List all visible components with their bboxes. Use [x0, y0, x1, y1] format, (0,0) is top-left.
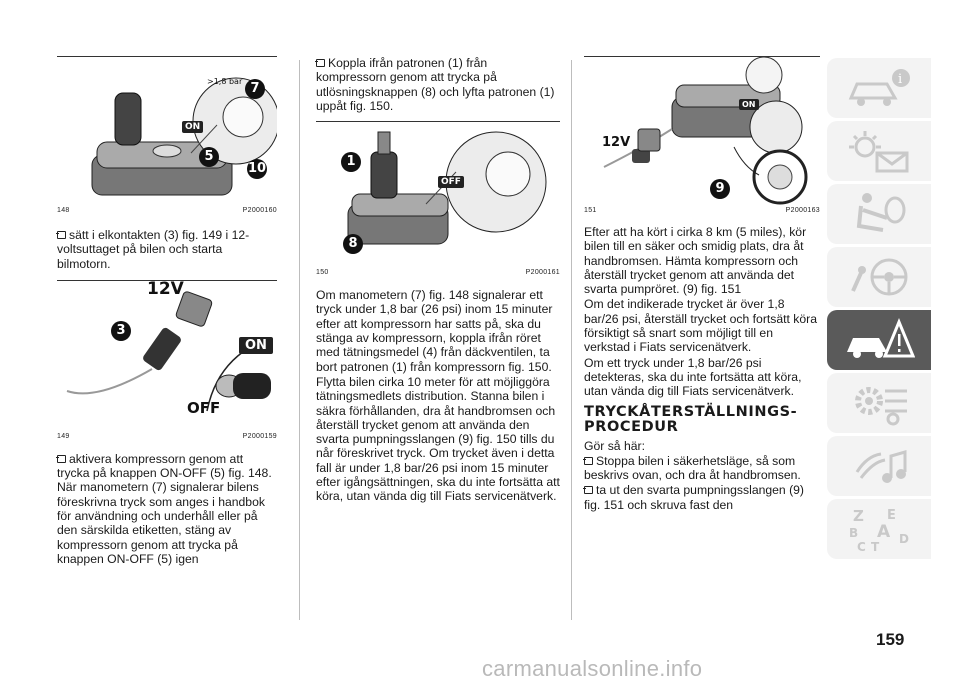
figure-149: [57, 278, 277, 431]
pressure-label: >1,8 bar: [207, 77, 243, 86]
figure-caption: [57, 433, 277, 440]
tab-index[interactable]: [827, 499, 931, 559]
watermark: carmanualsonline.info: [482, 656, 703, 681]
car-info-icon: [843, 64, 915, 112]
callout-3: 3: [111, 321, 131, 341]
12v-label: 12V: [147, 278, 184, 299]
tab-warning-lights[interactable]: [827, 121, 931, 181]
on-tag: ON: [239, 337, 273, 354]
figure-code: P2000161: [525, 269, 560, 277]
figure-number: 149: [57, 432, 70, 440]
bullet-icon: [316, 59, 325, 67]
svg-text:i: i: [898, 72, 903, 87]
bullet-icon: [57, 231, 66, 239]
car-emergency-icon: [843, 316, 915, 364]
warning-lights-icon: [843, 127, 915, 175]
svg-text:A: A: [877, 522, 891, 542]
column-divider: [571, 60, 572, 620]
instruction-step: ta ut den svarta pumpningsslangen (9) fig. 151 och skruva fast den: [584, 483, 804, 512]
figure-code: P2000160: [242, 207, 277, 214]
figure-caption: [57, 207, 277, 214]
paragraph: Gör så här:: [584, 438, 645, 453]
on-tag: ON: [739, 99, 759, 110]
svg-text:B: B: [849, 526, 859, 540]
instruction-step: Koppla ifrån patronen (1) från kompressorn genom att trycka på utlösningsknappen (8) och lyfta patronen (1) uppåt fig. 150.: [316, 56, 555, 113]
tab-multimedia[interactable]: [827, 436, 931, 496]
paragraph: Om manometern (7) fig. 148 signalerar ett tryck under 1,8 bar (26 psi) inom 15 minuter efter att kompressorn har satts på, ska du stänga av kompressorn, koppla ifrån röret med tätningsmedel (4) från däckventilen, ta bort patronen (1) från kompressorn fig. 150.: [316, 288, 553, 374]
on-tag: ON: [182, 121, 203, 133]
column-3: [584, 56, 820, 512]
bullet-icon: [584, 457, 593, 465]
paragraph: Efter att ha kört i cirka 8 km (5 miles), kör bilen till en säker och smidig plats, dra åt handbromsen. Hämta kompressorn och återställ trycket genom att använda det svarta pumpröret. (9) fig. 151: [584, 225, 807, 297]
svg-text:E: E: [887, 508, 896, 523]
instruction-step: aktivera kompressorn genom att trycka på knappen ON-OFF (5) fig. 148. När manometern (7) signalerar bilens föreskrivna tryck som anges i handbok för användning och underhåll eller på den särskilda etiketten, stäng av kompressorn genom att trycka på knappen ON-OFF (5) igen: [57, 451, 272, 566]
compressor-illustration: [57, 57, 277, 205]
seat-airbag-icon: [843, 190, 915, 238]
figure-number: 151: [584, 207, 597, 214]
svg-text:D: D: [899, 532, 909, 546]
figure-148: [57, 57, 277, 205]
tab-car-emergency[interactable]: [827, 310, 931, 370]
figure-caption: [316, 269, 560, 276]
column-2: [316, 56, 560, 504]
section-heading: TRYCKÅTERSTÄLLNINGS-PROCEDUR: [584, 403, 798, 435]
index-icon: [843, 505, 915, 553]
page-number: 159: [876, 630, 905, 649]
figure-caption: [584, 207, 820, 214]
paragraph: Om ett tryck under 1,8 bar/26 psi detekteras, ska du inte fortsätta att köra, utan vända dig till Fiats servicenätverk.: [584, 355, 802, 399]
paragraph: Om det indikerade trycket är över 1,8 bar/26 psi, återställ trycket och fortsätt köra försiktigt så snart som möjligt till en verkstad i Fiats servicenätverk.: [584, 297, 818, 355]
instruction-step: Stoppa bilen i säkerhetsläge, så som beskrivs ovan, och dra åt handbromsen.: [584, 453, 801, 483]
figure-151: [584, 57, 820, 205]
figure-number: 150: [316, 269, 329, 277]
callout-7: 7: [245, 79, 265, 99]
off-label: OFF: [187, 398, 221, 417]
maintenance-icon: [843, 379, 915, 427]
svg-text:T: T: [871, 540, 880, 553]
12v-label: 12V: [602, 135, 631, 150]
callout-1: 1: [341, 152, 361, 172]
column-divider: [299, 60, 300, 620]
figure-code: P2000159: [242, 432, 277, 440]
callout-9: 9: [710, 179, 730, 199]
callout-10: 10: [247, 159, 267, 179]
figure-number: 148: [57, 207, 70, 214]
bullet-icon: [57, 455, 66, 463]
tab-car-info[interactable]: [827, 58, 931, 118]
chapter-sidebar: [827, 58, 931, 562]
callout-5: 5: [199, 147, 219, 167]
tab-maintenance[interactable]: [827, 373, 931, 433]
svg-text:Z: Z: [853, 507, 864, 525]
figure-code: P2000163: [785, 207, 820, 214]
svg-text:C: C: [857, 540, 866, 553]
plug-switch-illustration: [57, 278, 277, 431]
pump-hose-illustration: [584, 57, 820, 205]
multimedia-icon: [843, 442, 915, 490]
paragraph: Flytta bilen cirka 10 meter för att möjliggöra tätningsmedlets distribution. Stanna bilen i säkra förhållanden, dra åt handbromsen och återställ trycket genom att använda den svarta pumpningsslangen (9) fig. 150 tills du når föreskrivet tryck. Om trycket även i detta fall är under 1,8 bar/26 psi inom 15 minuter efter igångsättningen, ska du inte fortsätta att köra, utan vända dig till Fiats servicenätverk.: [316, 374, 560, 504]
bullet-icon: [584, 486, 593, 494]
figure-150: [316, 122, 560, 267]
instruction-step: sätt i elkontakten (3) fig. 149 i 12-voltsuttaget på bilen och starta bilmotorn.: [57, 228, 250, 271]
column-1: [57, 56, 277, 566]
tab-steering-wheel[interactable]: [827, 247, 931, 307]
callout-8: 8: [343, 234, 363, 254]
steering-wheel-icon: [843, 253, 915, 301]
tab-seat-airbag[interactable]: [827, 184, 931, 244]
off-tag: OFF: [438, 176, 464, 188]
